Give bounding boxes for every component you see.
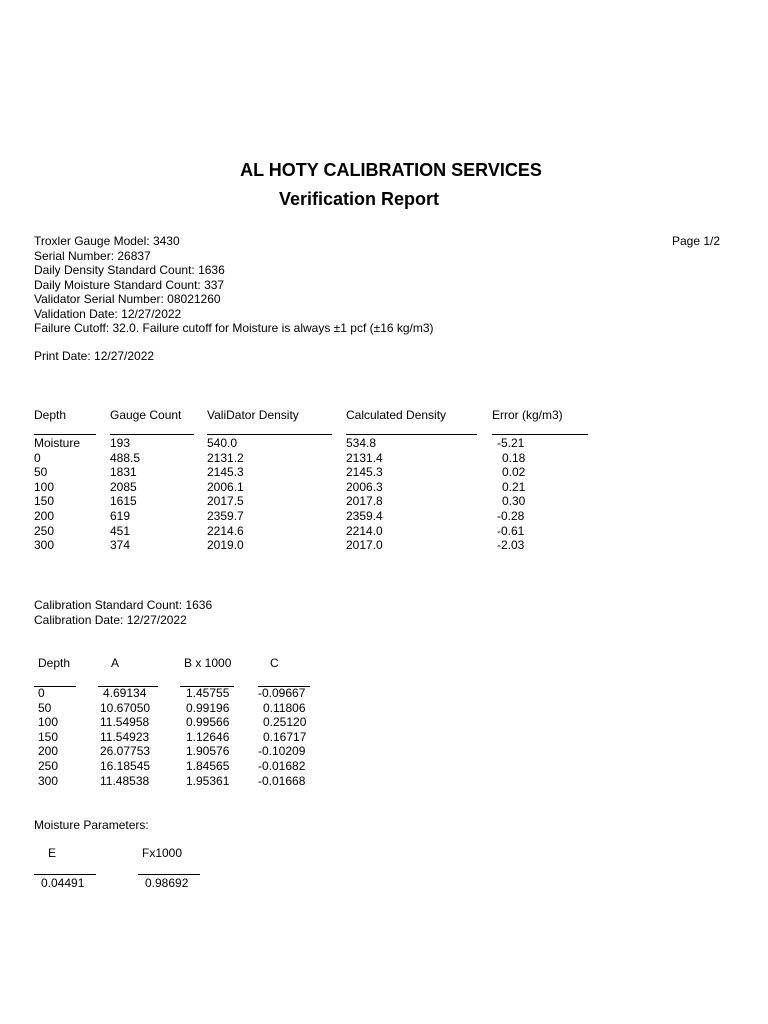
cell-error: 0.21 bbox=[502, 479, 526, 494]
cell-validator-density: 2359.7 bbox=[207, 509, 244, 523]
header-rule bbox=[138, 874, 200, 875]
cell-calculated-density: 2145.3 bbox=[346, 465, 383, 480]
coef-cell-a: 26.07753 bbox=[100, 744, 151, 759]
company-title: AL HOTY CALIBRATION SERVICES bbox=[240, 160, 542, 180]
moisture-parameters-label: Moisture Parameters: bbox=[34, 818, 149, 832]
cell-validator-density: 2017.5 bbox=[207, 494, 244, 509]
col-header-validator-density: ValiDator Density bbox=[207, 408, 299, 422]
header-rule bbox=[34, 434, 96, 435]
cell-gauge-count: 193 bbox=[110, 436, 131, 450]
cell-error: -2.03 bbox=[497, 538, 525, 553]
validator-serial-number: Validator Serial Number: 08021260 bbox=[34, 292, 221, 306]
coef-cell-depth: 200 bbox=[38, 744, 59, 759]
cell-validator-density: 2145.3 bbox=[207, 465, 244, 480]
cell-depth: 50 bbox=[34, 465, 48, 480]
coef-cell-a: 16.18545 bbox=[100, 759, 151, 773]
coef-cell-c: -0.09667 bbox=[258, 686, 306, 700]
cell-gauge-count: 451 bbox=[110, 523, 131, 538]
moisture-value-e: 0.04491 bbox=[41, 876, 85, 890]
coef-cell-a: 11.48538 bbox=[100, 773, 150, 788]
cell-calculated-density: 2214.0 bbox=[346, 523, 383, 538]
moisture-standard-count: Daily Moisture Standard Count: 337 bbox=[34, 277, 225, 292]
cell-gauge-count: 619 bbox=[110, 509, 131, 523]
coef-cell-b: 1.95361 bbox=[186, 773, 230, 788]
coef-header-depth: Depth bbox=[38, 656, 71, 670]
coef-cell-depth: 150 bbox=[38, 729, 59, 744]
coef-cell-a: 11.54923 bbox=[100, 729, 150, 744]
cell-validator-density: 2019.0 bbox=[207, 538, 244, 553]
cell-calculated-density: 2017.8 bbox=[346, 494, 383, 509]
failure-cutoff: Failure Cutoff: 32.0. Failure cutoff for Moisture is always ±1 pcf (±16 kg/m3) bbox=[34, 321, 434, 335]
cell-depth: Moisture bbox=[34, 436, 81, 450]
page-number: Page 1/2 bbox=[672, 234, 721, 248]
cell-depth: 0 bbox=[34, 450, 41, 465]
coef-cell-depth: 300 bbox=[38, 773, 59, 788]
cell-depth: 150 bbox=[34, 494, 55, 509]
coef-cell-depth: 50 bbox=[38, 700, 52, 715]
col-header-error: Error (kg/m3) bbox=[492, 408, 563, 422]
cell-gauge-count: 1831 bbox=[110, 465, 137, 480]
header-rule bbox=[34, 874, 96, 875]
moisture-header-e: E bbox=[48, 846, 57, 860]
cell-gauge-count: 488.5 bbox=[110, 450, 141, 465]
cell-gauge-count: 1615 bbox=[110, 494, 137, 509]
cell-calculated-density: 2006.3 bbox=[346, 479, 383, 494]
cell-calculated-density: 2359.4 bbox=[346, 509, 383, 523]
cell-depth: 250 bbox=[34, 523, 55, 538]
coef-cell-a: 10.67050 bbox=[100, 700, 151, 715]
header-rule bbox=[492, 434, 588, 435]
cell-error: -0.28 bbox=[497, 509, 525, 523]
coef-cell-c: 0.25120 bbox=[263, 715, 307, 730]
header-rule bbox=[207, 434, 332, 435]
coef-cell-b: 1.84565 bbox=[186, 759, 230, 773]
coef-cell-c: 0.11806 bbox=[263, 700, 306, 715]
coef-cell-depth: 0 bbox=[38, 686, 45, 700]
col-header-depth: Depth bbox=[34, 408, 67, 422]
col-header-gauge-count: Gauge Count bbox=[110, 408, 182, 422]
cell-depth: 300 bbox=[34, 538, 55, 553]
cell-error: -0.61 bbox=[497, 523, 525, 538]
cell-validator-density: 540.0 bbox=[207, 436, 238, 450]
validation-date: Validation Date: 12/27/2022 bbox=[34, 306, 182, 321]
moisture-value-f: 0.98692 bbox=[145, 876, 189, 890]
cell-calculated-density: 2131.4 bbox=[346, 450, 383, 465]
cell-depth: 200 bbox=[34, 509, 55, 523]
cell-gauge-count: 2085 bbox=[110, 479, 137, 494]
serial-number: Serial Number: 26837 bbox=[34, 248, 151, 263]
coef-cell-c: -0.01668 bbox=[258, 773, 306, 788]
coef-cell-depth: 250 bbox=[38, 759, 59, 773]
cell-validator-density: 2214.6 bbox=[207, 523, 244, 538]
header-rule bbox=[346, 434, 477, 435]
cell-calculated-density: 2017.0 bbox=[346, 538, 383, 553]
gauge-model: Troxler Gauge Model: 3430 bbox=[34, 234, 180, 248]
cell-error: 0.30 bbox=[502, 494, 526, 509]
coef-cell-b: 1.90576 bbox=[186, 744, 230, 759]
coef-header-c: C bbox=[270, 656, 279, 670]
cell-error: 0.02 bbox=[502, 465, 526, 480]
coef-cell-c: -0.01682 bbox=[258, 759, 306, 773]
coef-cell-c: 0.16717 bbox=[263, 729, 307, 744]
coef-cell-b: 1.12646 bbox=[186, 729, 230, 744]
coef-cell-b: 1.45755 bbox=[186, 686, 230, 700]
calibration-date: Calibration Date: 12/27/2022 bbox=[34, 612, 187, 627]
density-standard-count: Daily Density Standard Count: 1636 bbox=[34, 263, 225, 277]
coef-cell-b: 0.99196 bbox=[186, 700, 230, 715]
cell-depth: 100 bbox=[34, 479, 55, 494]
cell-error: 0.18 bbox=[502, 450, 526, 465]
coef-cell-depth: 100 bbox=[38, 715, 59, 730]
cell-validator-density: 2006.1 bbox=[207, 479, 244, 494]
print-date: Print Date: 12/27/2022 bbox=[34, 349, 155, 363]
cell-error: -5.21 bbox=[497, 436, 525, 450]
coef-cell-c: -0.10209 bbox=[258, 744, 306, 759]
coef-cell-a: 4.69134 bbox=[103, 686, 147, 700]
coef-header-b: B x 1000 bbox=[184, 656, 232, 670]
cell-gauge-count: 374 bbox=[110, 538, 131, 553]
coef-header-a: A bbox=[111, 656, 120, 670]
calibration-standard-count: Calibration Standard Count: 1636 bbox=[34, 598, 213, 612]
coef-cell-a: 11.54958 bbox=[100, 715, 150, 730]
report-title: Verification Report bbox=[278, 189, 440, 209]
moisture-header-f: Fx1000 bbox=[142, 846, 183, 860]
cell-calculated-density: 534.8 bbox=[346, 436, 377, 450]
header-rule bbox=[110, 434, 194, 435]
col-header-calculated-density: Calculated Density bbox=[346, 408, 447, 422]
cell-validator-density: 2131.2 bbox=[207, 450, 244, 465]
coef-cell-b: 0.99566 bbox=[186, 715, 230, 730]
